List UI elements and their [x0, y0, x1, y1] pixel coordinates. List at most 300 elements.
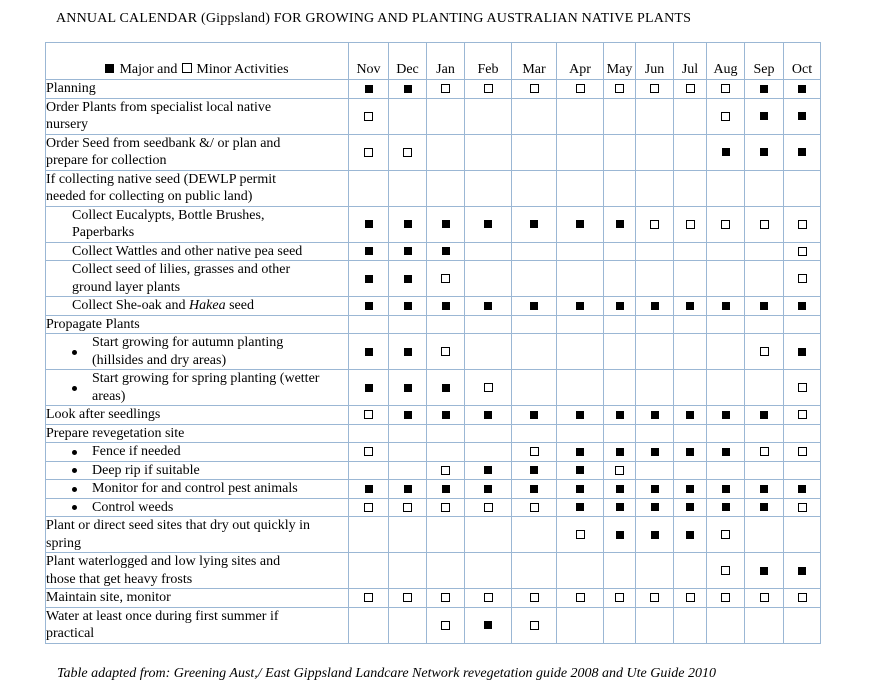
month-cell-mar — [512, 607, 557, 643]
activity-cell — [46, 443, 349, 462]
month-cell-oct — [784, 370, 821, 406]
activity-cell — [46, 98, 349, 134]
month-cell-jul — [674, 370, 707, 406]
month-cell-oct — [784, 461, 821, 480]
activity-label: Planning — [46, 81, 96, 96]
major-activity-icon — [722, 503, 730, 511]
month-cell-dec — [389, 80, 427, 99]
month-cell-may — [604, 480, 636, 499]
activity-label: Plant waterlogged and low lying sites and — [46, 554, 281, 569]
month-cell-dec — [389, 424, 427, 443]
month-cell-nov — [349, 242, 389, 261]
major-activity-icon — [105, 64, 114, 73]
major-activity-icon — [442, 302, 450, 310]
month-cell-nov — [349, 170, 389, 206]
minor-activity-icon — [721, 530, 730, 539]
major-activity-icon — [760, 85, 768, 93]
month-cell-may — [604, 297, 636, 316]
activity-cell — [46, 461, 349, 480]
month-cell-oct — [784, 261, 821, 297]
month-cell-oct — [784, 517, 821, 553]
major-activity-icon — [798, 485, 806, 493]
month-cell-mar — [512, 242, 557, 261]
major-activity-icon — [442, 485, 450, 493]
month-cell-oct — [784, 589, 821, 608]
minor-activity-icon — [686, 220, 695, 229]
month-cell-jun — [636, 206, 674, 242]
month-cell-oct — [784, 443, 821, 462]
minor-activity-icon — [484, 383, 493, 392]
month-cell-apr — [557, 206, 604, 242]
month-cell-may — [604, 261, 636, 297]
month-cell-jan — [427, 424, 465, 443]
minor-activity-icon — [686, 593, 695, 602]
minor-activity-icon — [364, 503, 373, 512]
month-cell-feb — [465, 370, 512, 406]
activity-cell — [46, 424, 349, 443]
major-activity-icon — [442, 220, 450, 228]
month-cell-may — [604, 134, 636, 170]
month-header: Jul — [674, 43, 707, 80]
major-activity-icon — [576, 448, 584, 456]
month-cell-nov — [349, 498, 389, 517]
major-activity-icon — [404, 220, 412, 228]
minor-activity-icon — [721, 112, 730, 121]
month-cell-mar — [512, 370, 557, 406]
major-activity-icon — [576, 503, 584, 511]
major-activity-icon — [365, 220, 373, 228]
month-cell-dec — [389, 607, 427, 643]
major-activity-icon — [616, 302, 624, 310]
month-cell-apr — [557, 589, 604, 608]
month-cell-jan — [427, 315, 465, 334]
minor-activity-icon — [686, 84, 695, 93]
activity-text — [70, 499, 348, 517]
month-header: Sep — [745, 43, 784, 80]
month-header: Dec — [389, 43, 427, 80]
month-cell-nov — [349, 607, 389, 643]
month-cell-mar — [512, 461, 557, 480]
month-cell-jun — [636, 480, 674, 499]
minor-activity-icon — [650, 84, 659, 93]
activity-text — [70, 480, 348, 498]
month-cell-jun — [636, 607, 674, 643]
minor-activity-icon — [721, 566, 730, 575]
table-row — [46, 370, 821, 406]
minor-activity-icon — [403, 503, 412, 512]
month-cell-jan — [427, 553, 465, 589]
month-cell-aug — [707, 424, 745, 443]
month-cell-feb — [465, 206, 512, 242]
minor-activity-icon — [798, 220, 807, 229]
month-cell-jul — [674, 424, 707, 443]
major-activity-icon — [616, 503, 624, 511]
month-cell-mar — [512, 80, 557, 99]
month-cell-sep — [745, 315, 784, 334]
minor-activity-icon — [441, 347, 450, 356]
month-cell-feb — [465, 498, 512, 517]
month-cell-mar — [512, 480, 557, 499]
month-cell-sep — [745, 607, 784, 643]
month-cell-mar — [512, 517, 557, 553]
minor-activity-icon — [441, 274, 450, 283]
month-cell-jan — [427, 607, 465, 643]
month-cell-jan — [427, 170, 465, 206]
major-activity-icon — [530, 302, 538, 310]
month-cell-jan — [427, 98, 465, 134]
month-cell-may — [604, 443, 636, 462]
month-cell-may — [604, 206, 636, 242]
month-cell-nov — [349, 98, 389, 134]
month-cell-apr — [557, 370, 604, 406]
minor-activity-icon — [484, 84, 493, 93]
month-cell-may — [604, 553, 636, 589]
activity-cell — [46, 134, 349, 170]
month-cell-feb — [465, 553, 512, 589]
month-cell-aug — [707, 242, 745, 261]
activity-cell — [46, 170, 349, 206]
minor-activity-icon — [798, 247, 807, 256]
major-activity-icon — [530, 466, 538, 474]
activity-label: Collect She-oak and — [72, 298, 190, 313]
minor-activity-icon — [615, 84, 624, 93]
minor-activity-icon — [760, 447, 769, 456]
month-cell-may — [604, 80, 636, 99]
month-cell-aug — [707, 589, 745, 608]
major-activity-icon — [404, 411, 412, 419]
major-activity-icon — [442, 384, 450, 392]
minor-activity-icon — [530, 447, 539, 456]
month-cell-oct — [784, 134, 821, 170]
table-row — [46, 315, 821, 334]
month-cell-sep — [745, 517, 784, 553]
bullet-icon — [72, 450, 77, 455]
month-cell-mar — [512, 406, 557, 425]
month-cell-jul — [674, 461, 707, 480]
major-activity-icon — [484, 220, 492, 228]
month-cell-oct — [784, 607, 821, 643]
minor-activity-icon — [441, 593, 450, 602]
month-cell-jun — [636, 242, 674, 261]
month-cell-sep — [745, 498, 784, 517]
activity-label: prepare for collection — [46, 153, 167, 168]
minor-activity-icon — [798, 383, 807, 392]
table-row — [46, 134, 821, 170]
minor-activity-icon — [403, 593, 412, 602]
month-cell-sep — [745, 170, 784, 206]
month-cell-dec — [389, 370, 427, 406]
month-cell-mar — [512, 498, 557, 517]
month-header: Mar — [512, 43, 557, 80]
bullet-icon — [72, 487, 77, 492]
month-cell-feb — [465, 589, 512, 608]
month-cell-apr — [557, 134, 604, 170]
major-activity-icon — [686, 411, 694, 419]
activity-label: spring — [46, 535, 81, 551]
month-cell-jul — [674, 170, 707, 206]
major-activity-icon — [365, 275, 373, 283]
month-cell-may — [604, 607, 636, 643]
month-cell-aug — [707, 170, 745, 206]
month-cell-mar — [512, 424, 557, 443]
month-cell-jun — [636, 589, 674, 608]
major-activity-icon — [365, 247, 373, 255]
major-activity-icon — [404, 85, 412, 93]
activity-label: If collecting native seed (DEWLP permit — [46, 171, 277, 187]
major-activity-icon — [484, 621, 492, 629]
month-cell-jun — [636, 334, 674, 370]
table-row — [46, 443, 821, 462]
activity-label: Start growing for spring planting (wetter — [92, 371, 320, 386]
month-cell-dec — [389, 134, 427, 170]
activity-label: (hillsides and dry areas) — [92, 352, 227, 368]
major-activity-icon — [722, 411, 730, 419]
table-row — [46, 297, 821, 316]
activity-cell — [46, 261, 349, 297]
month-cell-jul — [674, 334, 707, 370]
month-cell-mar — [512, 334, 557, 370]
activity-label: Hakea — [189, 298, 226, 313]
activity-cell — [46, 607, 349, 643]
month-cell-dec — [389, 297, 427, 316]
major-activity-icon — [365, 485, 373, 493]
table-row — [46, 170, 821, 206]
month-cell-aug — [707, 206, 745, 242]
month-cell-dec — [389, 242, 427, 261]
minor-activity-icon — [364, 148, 373, 157]
major-activity-icon — [686, 302, 694, 310]
month-cell-dec — [389, 589, 427, 608]
month-cell-aug — [707, 517, 745, 553]
major-activity-icon — [651, 485, 659, 493]
month-cell-feb — [465, 517, 512, 553]
month-cell-sep — [745, 589, 784, 608]
month-cell-aug — [707, 443, 745, 462]
major-activity-icon — [365, 384, 373, 392]
table-row — [46, 424, 821, 443]
minor-activity-icon — [615, 593, 624, 602]
month-cell-aug — [707, 98, 745, 134]
activity-label: Collect Wattles and other native pea seed — [72, 243, 303, 259]
major-activity-icon — [616, 220, 624, 228]
month-cell-jan — [427, 480, 465, 499]
month-cell-jul — [674, 607, 707, 643]
activity-label: Prepare revegetation site — [46, 425, 185, 441]
month-cell-apr — [557, 315, 604, 334]
month-cell-nov — [349, 297, 389, 316]
activity-cell — [46, 498, 349, 517]
month-cell-sep — [745, 206, 784, 242]
major-activity-icon — [365, 85, 373, 93]
major-activity-icon — [798, 302, 806, 310]
month-cell-oct — [784, 242, 821, 261]
month-cell-jan — [427, 134, 465, 170]
major-activity-icon — [760, 567, 768, 575]
major-activity-icon — [616, 531, 624, 539]
month-cell-jun — [636, 553, 674, 589]
major-activity-icon — [576, 220, 584, 228]
activity-cell — [46, 80, 349, 99]
month-cell-jul — [674, 517, 707, 553]
month-cell-jul — [674, 480, 707, 499]
month-cell-nov — [349, 261, 389, 297]
month-cell-apr — [557, 170, 604, 206]
month-cell-mar — [512, 170, 557, 206]
major-activity-icon — [442, 411, 450, 419]
month-cell-nov — [349, 553, 389, 589]
activity-label: ground layer plants — [72, 279, 181, 295]
month-cell-sep — [745, 98, 784, 134]
major-activity-icon — [798, 148, 806, 156]
month-cell-jan — [427, 589, 465, 608]
month-cell-apr — [557, 297, 604, 316]
major-activity-icon — [651, 531, 659, 539]
month-cell-jun — [636, 134, 674, 170]
activity-label: Order Seed from seedbank &/ or plan and — [46, 135, 281, 151]
major-activity-icon — [722, 302, 730, 310]
major-activity-icon — [760, 302, 768, 310]
month-cell-oct — [784, 480, 821, 499]
month-cell-sep — [745, 134, 784, 170]
month-cell-jan — [427, 370, 465, 406]
month-cell-may — [604, 461, 636, 480]
month-cell-feb — [465, 406, 512, 425]
minor-activity-icon — [364, 410, 373, 419]
activity-cell — [46, 589, 349, 608]
activity-cell — [46, 480, 349, 499]
month-cell-aug — [707, 297, 745, 316]
major-activity-icon — [798, 85, 806, 93]
month-cell-oct — [784, 98, 821, 134]
source-footnote: Table adapted from: Greening Aust,/ East Gippsland Landcare Network revegetation guide 2008 and Ute Guide 2010 — [57, 666, 716, 681]
month-cell-apr — [557, 480, 604, 499]
month-cell-oct — [784, 315, 821, 334]
major-activity-icon — [651, 448, 659, 456]
month-cell-jun — [636, 80, 674, 99]
minor-activity-icon — [530, 593, 539, 602]
table-row — [46, 80, 821, 99]
month-cell-nov — [349, 406, 389, 425]
month-cell-jan — [427, 517, 465, 553]
month-cell-jan — [427, 261, 465, 297]
activity-label: Plant or direct seed sites that dry out quickly in — [46, 518, 311, 533]
month-cell-aug — [707, 553, 745, 589]
month-cell-dec — [389, 480, 427, 499]
activity-label: Order Plants from specialist local native — [46, 99, 272, 115]
month-cell-dec — [389, 553, 427, 589]
month-cell-nov — [349, 517, 389, 553]
major-activity-icon — [616, 485, 624, 493]
month-cell-sep — [745, 297, 784, 316]
major-activity-icon — [686, 503, 694, 511]
activity-label: practical — [46, 626, 95, 641]
month-cell-may — [604, 242, 636, 261]
table-row — [46, 242, 821, 261]
activity-label: Control weeds — [92, 499, 174, 515]
month-cell-mar — [512, 206, 557, 242]
month-cell-jul — [674, 261, 707, 297]
month-cell-nov — [349, 315, 389, 334]
month-cell-jul — [674, 98, 707, 134]
calendar-table — [45, 42, 821, 644]
month-cell-dec — [389, 98, 427, 134]
month-cell-dec — [389, 406, 427, 425]
activity-cell — [46, 370, 349, 406]
month-cell-jul — [674, 589, 707, 608]
month-cell-aug — [707, 461, 745, 480]
minor-activity-icon — [798, 593, 807, 602]
month-cell-may — [604, 315, 636, 334]
minor-activity-icon — [530, 503, 539, 512]
month-cell-jun — [636, 406, 674, 425]
major-activity-icon — [404, 348, 412, 356]
month-header: Jun — [636, 43, 674, 80]
month-cell-jun — [636, 461, 674, 480]
month-header: May — [604, 43, 636, 80]
major-activity-icon — [576, 411, 584, 419]
month-cell-mar — [512, 297, 557, 316]
major-activity-icon — [484, 411, 492, 419]
month-cell-apr — [557, 261, 604, 297]
month-cell-aug — [707, 334, 745, 370]
month-cell-dec — [389, 334, 427, 370]
month-cell-sep — [745, 553, 784, 589]
month-cell-oct — [784, 297, 821, 316]
activity-cell — [46, 406, 349, 425]
month-cell-jan — [427, 334, 465, 370]
month-cell-oct — [784, 334, 821, 370]
month-cell-apr — [557, 443, 604, 462]
month-cell-jan — [427, 297, 465, 316]
major-activity-icon — [616, 448, 624, 456]
minor-activity-icon — [615, 466, 624, 475]
month-cell-apr — [557, 242, 604, 261]
major-activity-icon — [404, 384, 412, 392]
month-cell-mar — [512, 315, 557, 334]
table-row — [46, 589, 821, 608]
month-cell-dec — [389, 261, 427, 297]
activity-cell — [46, 315, 349, 334]
major-activity-icon — [530, 485, 538, 493]
month-cell-nov — [349, 461, 389, 480]
month-cell-nov — [349, 334, 389, 370]
month-cell-jul — [674, 315, 707, 334]
month-header: Jan — [427, 43, 465, 80]
table-row — [46, 607, 821, 643]
activity-cell — [46, 517, 349, 553]
month-cell-aug — [707, 261, 745, 297]
month-cell-jun — [636, 498, 674, 517]
month-cell-oct — [784, 80, 821, 99]
month-cell-aug — [707, 315, 745, 334]
month-cell-jan — [427, 206, 465, 242]
month-cell-sep — [745, 480, 784, 499]
major-activity-icon — [576, 466, 584, 474]
activity-text — [70, 334, 348, 369]
major-activity-icon — [651, 302, 659, 310]
minor-activity-icon — [650, 220, 659, 229]
major-activity-icon — [798, 348, 806, 356]
major-activity-icon — [365, 348, 373, 356]
month-cell-may — [604, 98, 636, 134]
month-cell-jun — [636, 370, 674, 406]
month-cell-apr — [557, 424, 604, 443]
month-cell-oct — [784, 206, 821, 242]
month-cell-mar — [512, 98, 557, 134]
month-cell-sep — [745, 406, 784, 425]
month-cell-sep — [745, 443, 784, 462]
minor-activity-icon — [364, 112, 373, 121]
